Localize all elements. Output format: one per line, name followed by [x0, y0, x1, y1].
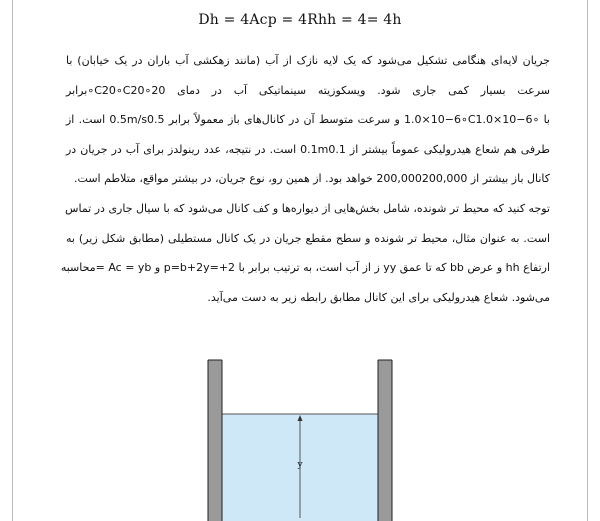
depth-label: y	[297, 460, 303, 470]
paragraph-laminar-flow	[66, 46, 550, 194]
paragraph-line: سرعت بسیار کمی جاری شود. ویسکوزیته سینماتیکی آب در دمای 20∘C20∘C20∘برابر	[66, 83, 550, 97]
paragraph-line: با ‎1.0×10−6‎∘C1.0×10−6∘‎ و سرعت متوسط آن در کانال‌های باز معمولاً برابر ‎0.5m/s0.5‎ است. از	[66, 113, 550, 126]
paragraph-line: ارتفاع hh و عرض bb که تا عمق yy ز از آب است، به ترتیب برابر با p=b+2y=+2 و Ac = yb =محاسبه	[60, 261, 550, 274]
paragraph-line: توجه کنید که محیط تر شونده، شامل بخش‌هایی از دیواره‌ها و کف کانال می‌شود که با سیال جاری در تماس	[65, 202, 550, 215]
right-wall	[378, 360, 392, 521]
paragraph-line: می‌شود. شعاع هیدرولیکی برای این کانال مطابق رابطه زیر به دست می‌آید.	[207, 290, 550, 304]
paragraph-wetted-perimeter	[60, 194, 550, 312]
paragraph-line: کانال باز بیشتر از ‎200,000200,000‎ خواهد بود. از همین رو، نوع جریان، در بیشتر مواقع، متلاطم است.	[74, 172, 550, 185]
hydraulic-diameter-formula: Dh = 4Acp = 4Rhh = 4= 4h	[198, 12, 402, 28]
left-wall	[208, 360, 222, 521]
rectangular-channel-diagram	[200, 352, 400, 521]
paragraph-line: است. به عنوان مثال، محیط تر شونده و سطح مقطع جریان در یک کانال مستطیلی (مطابق شکل زیر) به	[66, 231, 550, 245]
paragraph-line: جریان لایه‌ای هنگامی تشکیل می‌شود که یک لایه نازک از آب (مانند زهکشی آب باران در یک خیابان) با	[66, 54, 550, 67]
paragraph-line: طرفی هم شعاع هیدرولیکی عموماً بیشتر از ‎0.1m0.1‎ است. در نتیجه، عدد رینولدز برای آب در جریان در	[66, 142, 550, 156]
